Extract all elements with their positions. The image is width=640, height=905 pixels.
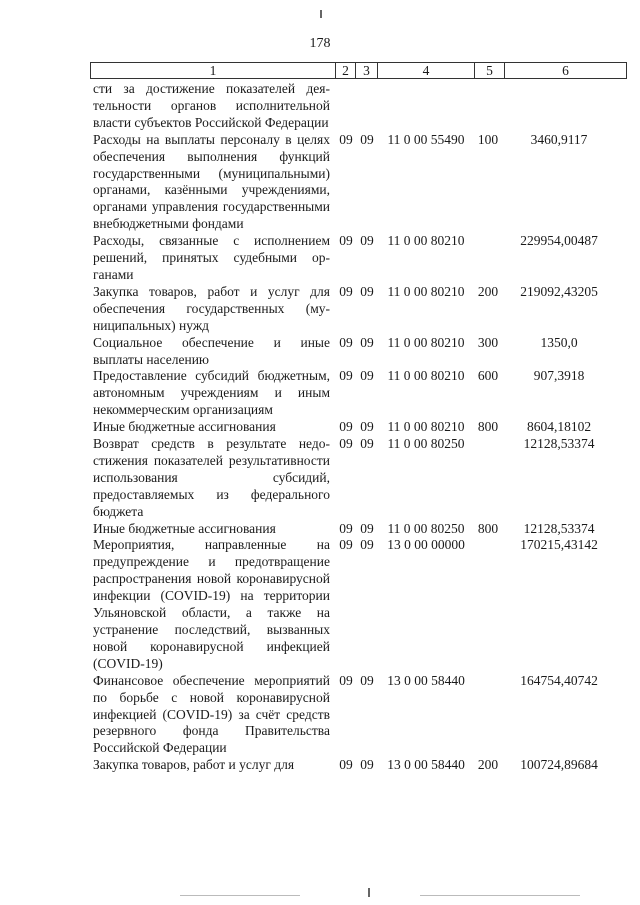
row-subsection-code: 09 bbox=[360, 233, 374, 249]
row-expense-type: 200 bbox=[477, 757, 499, 773]
table-row bbox=[0, 757, 640, 774]
row-subsection-code: 09 bbox=[360, 334, 374, 350]
table-row bbox=[0, 335, 640, 369]
scan-mark-top bbox=[320, 10, 322, 18]
table-body bbox=[0, 81, 640, 774]
row-subsection-code: 09 bbox=[360, 436, 374, 452]
row-section-code: 09 bbox=[339, 131, 353, 147]
column-header-2: 2 bbox=[335, 63, 355, 78]
table-header bbox=[90, 62, 627, 79]
scan-artifact-line bbox=[420, 895, 580, 896]
table-row bbox=[0, 521, 640, 538]
row-description: Закупка товаров, работ и услуг для bbox=[93, 757, 295, 773]
row-target-item: 11 0 00 55490 bbox=[387, 131, 465, 147]
row-subsection-code: 09 bbox=[360, 368, 374, 384]
row-expense-type: 800 bbox=[477, 520, 499, 536]
row-description: Иные бюджетные ассигнования bbox=[93, 520, 276, 536]
row-amount: 164754,40742 bbox=[520, 672, 598, 688]
row-section-code: 09 bbox=[339, 436, 353, 452]
row-amount: 12128,53374 bbox=[523, 520, 595, 536]
page-number: 178 bbox=[309, 36, 331, 51]
row-section-code: 09 bbox=[339, 537, 353, 553]
table-row bbox=[0, 673, 640, 758]
row-description: Социальное обеспечение и иные выплаты населению bbox=[93, 334, 330, 367]
table-row bbox=[0, 81, 640, 132]
row-amount: 170215,43142 bbox=[520, 537, 598, 553]
row-section-code: 09 bbox=[339, 368, 353, 384]
column-header-6: 6 bbox=[504, 63, 626, 78]
column-header-4: 4 bbox=[377, 63, 474, 78]
row-section-code: 09 bbox=[339, 233, 353, 249]
row-section-code: 09 bbox=[339, 672, 353, 688]
row-target-item: 13 0 00 58440 bbox=[387, 757, 465, 773]
row-section-code: 09 bbox=[339, 757, 353, 773]
row-amount: 3460,9117 bbox=[530, 131, 588, 147]
row-target-item: 11 0 00 80210 bbox=[387, 419, 465, 435]
row-amount: 8604,18102 bbox=[526, 419, 592, 435]
row-description: Предоставление субсидий бюджетным, автономным учреждениям и иным некоммерческим организациям bbox=[93, 368, 330, 418]
row-subsection-code: 09 bbox=[360, 520, 374, 536]
row-amount: 12128,53374 bbox=[523, 436, 595, 452]
table-row bbox=[0, 284, 640, 335]
row-target-item: 11 0 00 80210 bbox=[387, 283, 465, 299]
row-subsection-code: 09 bbox=[360, 537, 374, 553]
row-subsection-code: 09 bbox=[360, 757, 374, 773]
row-amount: 229954,00487 bbox=[520, 233, 598, 249]
row-subsection-code: 09 bbox=[360, 672, 374, 688]
table-row bbox=[0, 368, 640, 419]
row-description: Расходы на выплаты персоналу в целях обеспечения выполнения функций государственными (муниципальными) органами, казёнными учреждениями, органами управления государственными внебюджетными фондами bbox=[93, 131, 330, 232]
row-amount: 907,3918 bbox=[533, 368, 585, 384]
row-target-item: 11 0 00 80210 bbox=[387, 233, 465, 249]
row-expense-type: 800 bbox=[477, 419, 499, 435]
column-header-1: 1 bbox=[209, 63, 217, 78]
row-description: Закупка товаров, работ и услуг для обеспечения государственных (муниципальных) нужд bbox=[93, 283, 330, 333]
table-row bbox=[0, 436, 640, 521]
row-description: Финансовое обеспечение мероприятий по борьбе с новой коронавирусной инфекцией (COVID-19) за счёт средств резервного фонда Правительства Российской Федерации bbox=[93, 672, 330, 756]
row-section-code: 09 bbox=[339, 334, 353, 350]
row-amount: 100724,89684 bbox=[520, 757, 598, 773]
row-subsection-code: 09 bbox=[360, 131, 374, 147]
table-row bbox=[0, 233, 640, 284]
row-expense-type: 300 bbox=[477, 334, 499, 350]
row-target-item: 11 0 00 80210 bbox=[387, 334, 465, 350]
row-amount: 219092,43205 bbox=[520, 283, 598, 299]
row-target-item: 11 0 00 80210 bbox=[387, 368, 465, 384]
row-amount: 1350,0 bbox=[540, 334, 578, 350]
row-subsection-code: 09 bbox=[360, 419, 374, 435]
row-section-code: 09 bbox=[339, 419, 353, 435]
row-target-item: 13 0 00 00000 bbox=[387, 537, 465, 553]
row-target-item: 13 0 00 58440 bbox=[387, 672, 465, 688]
table-row bbox=[0, 419, 640, 436]
row-description: Расходы, связанные с исполнением решений, принятых судебными органами bbox=[93, 233, 330, 282]
column-header-3: 3 bbox=[355, 63, 377, 78]
row-description: сти за достижение показателей деятельности органов исполнительной власти субъектов Российской Федерации bbox=[93, 81, 330, 130]
scan-mark-bottom bbox=[368, 888, 370, 897]
row-section-code: 09 bbox=[339, 520, 353, 536]
row-section-code: 09 bbox=[339, 283, 353, 299]
row-subsection-code: 09 bbox=[360, 283, 374, 299]
row-expense-type: 200 bbox=[477, 283, 499, 299]
row-description: Мероприятия, направленные на предупреждение и предотвращение распространения новой коронавирусной инфекции (COVID-19) на территории Ульяновской области, а также на устранение последствий, вызванных новой коронавирусной инфекцией (COVID-19) bbox=[93, 537, 330, 671]
row-expense-type: 100 bbox=[477, 131, 499, 147]
scan-artifact-line bbox=[180, 895, 300, 896]
row-description: Иные бюджетные ассигнования bbox=[93, 419, 276, 435]
row-description: Возврат средств в результате недостижения показателей результативности использования субсидий, предоставляемых из федерального бюджета bbox=[93, 436, 330, 519]
table-row bbox=[0, 537, 640, 672]
table-row bbox=[0, 132, 640, 233]
row-target-item: 11 0 00 80250 bbox=[387, 520, 465, 536]
row-expense-type: 600 bbox=[477, 368, 499, 384]
row-target-item: 11 0 00 80250 bbox=[387, 436, 465, 452]
column-header-5: 5 bbox=[474, 63, 504, 78]
